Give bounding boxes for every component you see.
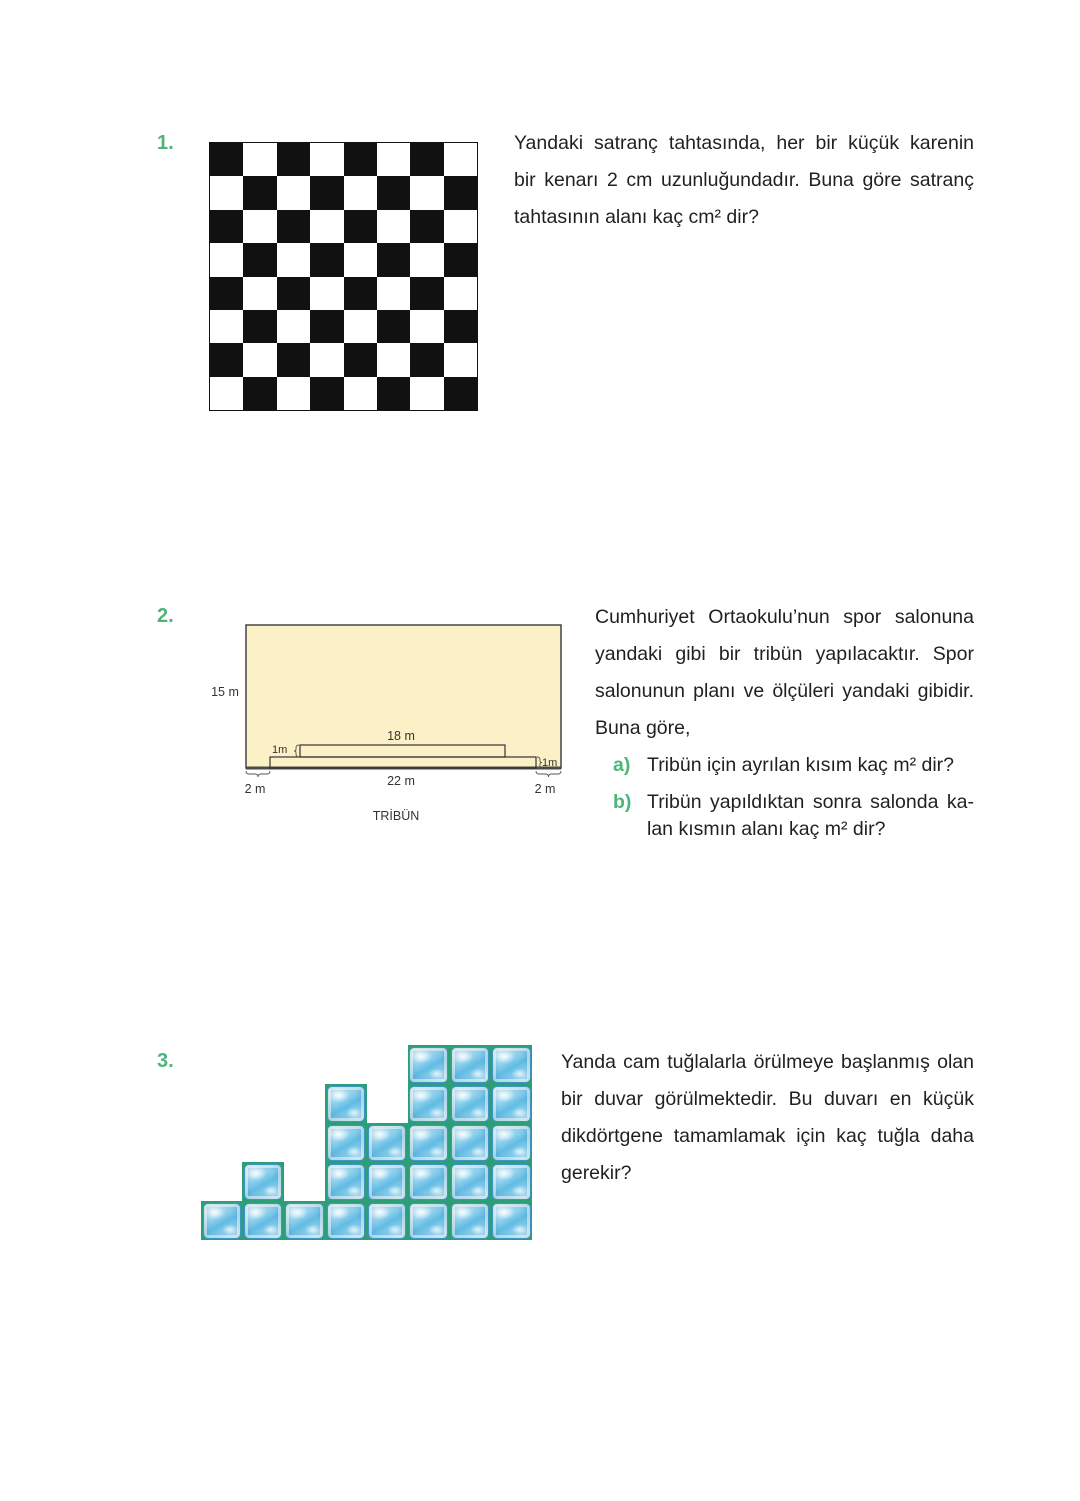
question-3-number: 3. (157, 1050, 174, 1072)
lower-step-length-label: 22 m (387, 774, 415, 788)
board-square-black (277, 277, 310, 310)
part-a (595, 752, 974, 779)
board-square-white (377, 343, 410, 376)
question-1-line: tahtasının alanı kaç cm² dir? (514, 205, 759, 228)
glass-brick-wall (201, 1045, 532, 1240)
board-square-black (344, 343, 377, 376)
board-square-white (444, 343, 477, 376)
board-square-black (310, 377, 343, 410)
part-b-label: b) (613, 790, 632, 813)
empty-slot (284, 1084, 325, 1123)
brick-slot (367, 1123, 408, 1162)
empty-slot (284, 1162, 325, 1201)
brick-slot (201, 1201, 242, 1240)
board-square-white (277, 243, 310, 276)
brick-slot (325, 1084, 366, 1123)
empty-slot (325, 1045, 366, 1084)
empty-slot (284, 1123, 325, 1162)
glass-brick (451, 1203, 489, 1239)
board-square-black (277, 143, 310, 176)
glass-brick (409, 1086, 447, 1122)
board-square-white (344, 377, 377, 410)
board-square-black (410, 143, 443, 176)
board-square-white (277, 176, 310, 209)
board-square-black (344, 210, 377, 243)
brick-slot (325, 1123, 366, 1162)
part-b-line: lan kısmın alanı kaç m² dir? (647, 817, 886, 840)
brick-slot (242, 1201, 283, 1240)
glass-brick (409, 1125, 447, 1161)
glass-brick (244, 1164, 282, 1200)
upper-step-length-label: 18 m (387, 729, 415, 743)
empty-slot (242, 1045, 283, 1084)
empty-slot (367, 1084, 408, 1123)
part-b (595, 789, 974, 843)
board-square-black (377, 310, 410, 343)
question-2-text (595, 599, 974, 843)
question-2-line: Buna göre, (595, 716, 691, 739)
brick-slot (242, 1162, 283, 1201)
brick-slot (449, 1162, 490, 1201)
glass-brick (368, 1125, 406, 1161)
glass-brick (492, 1047, 530, 1083)
diagram-caption: TRİBÜN (372, 809, 420, 823)
empty-slot (201, 1045, 242, 1084)
board-square-white (410, 377, 443, 410)
question-1-text (514, 125, 974, 236)
question-2-number: 2. (157, 605, 174, 627)
question-2-line: Cumhuriyet Ortaokulu’nun spor salonuna (595, 605, 974, 628)
glass-brick (492, 1086, 530, 1122)
board-square-black (210, 343, 243, 376)
board-square-white (210, 243, 243, 276)
right-gap-label: 2 m (534, 782, 556, 796)
board-square-black (377, 377, 410, 410)
board-square-black (210, 143, 243, 176)
glass-brick (409, 1164, 447, 1200)
board-square-white (344, 176, 377, 209)
board-square-white (310, 343, 343, 376)
board-square-black (410, 210, 443, 243)
left-gap-label: 2 m (244, 782, 266, 796)
board-square-black (243, 243, 276, 276)
board-square-black (243, 377, 276, 410)
question-3-line: Yanda cam tuğlalarla örülmeye başlanmış olan (561, 1050, 974, 1073)
board-square-white (210, 377, 243, 410)
board-square-white (243, 343, 276, 376)
brick-slot (325, 1162, 366, 1201)
board-square-white (410, 310, 443, 343)
question-3-line: dikdörtgene tamamlamak için kaç tuğla daha (561, 1124, 974, 1147)
question-2-line: yandaki gibi bir tribün yapılacaktır. Spor (595, 642, 974, 665)
board-square-white (310, 210, 343, 243)
chessboard (209, 142, 478, 411)
board-square-white (243, 277, 276, 310)
brick-slot (367, 1162, 408, 1201)
empty-slot (201, 1084, 242, 1123)
board-square-black (444, 310, 477, 343)
question-2-line: salonunun planı ve ölçüleri yandaki gibidir. (595, 679, 974, 702)
glass-brick (451, 1164, 489, 1200)
board-square-white (377, 143, 410, 176)
board-square-white (377, 277, 410, 310)
board-square-black (243, 176, 276, 209)
empty-slot (201, 1123, 242, 1162)
brick-slot (367, 1201, 408, 1240)
right-gap-brace (536, 771, 561, 777)
brick-slot (491, 1162, 532, 1201)
empty-slot (367, 1045, 408, 1084)
glass-brick (451, 1125, 489, 1161)
board-square-black (377, 243, 410, 276)
board-square-black (310, 176, 343, 209)
glass-brick (285, 1203, 323, 1239)
glass-brick (327, 1086, 365, 1122)
brick-slot (449, 1201, 490, 1240)
brick-slot (325, 1201, 366, 1240)
brick-slot (449, 1045, 490, 1084)
brick-slot (491, 1045, 532, 1084)
board-square-white (377, 210, 410, 243)
board-square-black (344, 277, 377, 310)
glass-brick (327, 1125, 365, 1161)
glass-brick (203, 1203, 241, 1239)
board-square-black (444, 377, 477, 410)
question-2-parts (595, 752, 974, 843)
glass-brick (492, 1203, 530, 1239)
question-3-line: gerekir? (561, 1161, 632, 1184)
glass-brick (327, 1203, 365, 1239)
gym-hall-rectangle (246, 625, 561, 768)
brick-slot (491, 1123, 532, 1162)
question-1-line: Yandaki satranç tahtasında, her bir küçük karenin (514, 131, 974, 154)
board-square-black (277, 343, 310, 376)
empty-slot (201, 1162, 242, 1201)
board-square-white (243, 143, 276, 176)
board-square-white (210, 310, 243, 343)
glass-brick (327, 1164, 365, 1200)
question-3-line: bir duvar görülmektedir. Bu duvarı en küçük (561, 1087, 974, 1110)
brick-slot (449, 1123, 490, 1162)
brick-slot (491, 1201, 532, 1240)
left-gap-brace (246, 771, 270, 777)
hall-height-label: 15 m (211, 685, 239, 699)
board-square-black (410, 277, 443, 310)
board-square-black (310, 243, 343, 276)
board-square-black (210, 277, 243, 310)
glass-brick (492, 1164, 530, 1200)
brick-slot (408, 1084, 449, 1123)
glass-brick (492, 1125, 530, 1161)
empty-slot (284, 1045, 325, 1084)
board-square-black (344, 143, 377, 176)
board-square-white (344, 243, 377, 276)
board-square-white (310, 277, 343, 310)
board-square-black (444, 176, 477, 209)
board-square-white (444, 210, 477, 243)
glass-brick (451, 1047, 489, 1083)
board-square-black (310, 310, 343, 343)
board-square-white (344, 310, 377, 343)
left-step-height-label: 1m (272, 744, 288, 756)
board-square-white (210, 176, 243, 209)
question-3-text (561, 1044, 974, 1192)
board-square-black (277, 210, 310, 243)
question-1-number: 1. (157, 132, 174, 154)
part-a-label: a) (613, 753, 631, 776)
board-square-black (210, 210, 243, 243)
board-square-white (444, 277, 477, 310)
empty-slot (242, 1084, 283, 1123)
board-square-white (410, 243, 443, 276)
glass-brick (244, 1203, 282, 1239)
board-square-white (310, 143, 343, 176)
brick-slot (408, 1201, 449, 1240)
brick-slot (408, 1162, 449, 1201)
empty-slot (242, 1123, 283, 1162)
board-square-white (277, 377, 310, 410)
board-square-black (243, 310, 276, 343)
brick-slot (408, 1123, 449, 1162)
board-square-white (277, 310, 310, 343)
glass-brick (368, 1203, 406, 1239)
glass-brick (451, 1086, 489, 1122)
brick-slot (491, 1084, 532, 1123)
part-a-line: Tribün için ayrılan kısım kaç m² dir? (647, 753, 955, 776)
question-1-line: bir kenarı 2 cm uzunluğundadır. Buna göre satranç (514, 168, 974, 191)
board-square-white (444, 143, 477, 176)
board-square-black (377, 176, 410, 209)
right-step-height-label: 1m (542, 757, 558, 769)
board-square-black (444, 243, 477, 276)
brick-slot (408, 1045, 449, 1084)
board-square-black (410, 343, 443, 376)
brick-slot (284, 1201, 325, 1240)
glass-brick (409, 1203, 447, 1239)
board-square-white (410, 176, 443, 209)
gym-plan-diagram (200, 615, 580, 830)
glass-brick (368, 1164, 406, 1200)
part-b-line: Tribün yapıldıktan sonra salonda ka- (647, 790, 974, 813)
brick-slot (449, 1084, 490, 1123)
glass-brick (409, 1047, 447, 1083)
board-square-white (243, 210, 276, 243)
